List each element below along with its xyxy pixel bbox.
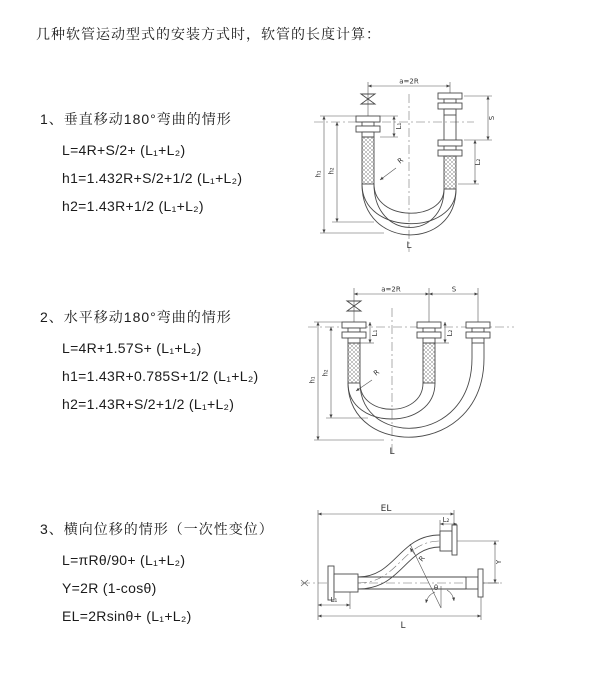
formula-line: h2=1.43R+S/2+1/2 (L₁+L₂): [62, 396, 235, 412]
dimension-label-s: S: [488, 115, 496, 121]
dimension-label-y: Y: [495, 559, 503, 565]
dimension-label-span: a=2R: [399, 77, 419, 86]
formula-line: EL=2Rsinθ+ (L₁+L₂): [62, 608, 192, 624]
dimension-label-l: L: [400, 621, 406, 631]
radius-leader: [380, 156, 405, 180]
dimension-label-l2: L₂: [474, 158, 482, 166]
section-2-heading: 2、水平移动180°弯曲的情形: [40, 309, 232, 325]
horizontal-bend-diagram: [306, 280, 598, 468]
dimension-label-s: S: [451, 285, 457, 294]
dimension-label-l: L: [406, 241, 412, 251]
dimension-label-l1: L₁: [395, 122, 403, 130]
dimension-label-theta: θ: [433, 584, 439, 592]
formula-line: h2=1.43R+1/2 (L₁+L₂): [62, 198, 204, 214]
page-title: 几种软管运动型式的安装方式时，软管的长度计算：: [36, 26, 381, 42]
dimension-label-el: EL: [380, 504, 392, 514]
dimension-label-h2: h₂: [327, 167, 336, 175]
section-3: [40, 520, 274, 630]
lateral-displacement-diagram: [298, 498, 600, 650]
formula-line: L=πRθ/90+ (L₁+L₂): [62, 552, 186, 568]
section-2: [40, 308, 259, 418]
formula-line: Y=2R (1-cosθ): [62, 580, 157, 596]
stroke-dimension: [464, 96, 496, 140]
l2-dimension: [458, 140, 482, 184]
left-hose-leg: [356, 116, 380, 184]
braided-section: [423, 343, 435, 383]
span-dimension: [354, 286, 478, 323]
section-1-heading: 1、垂直移动180°弯曲的情形: [40, 111, 232, 127]
right-hose-leg: [438, 93, 462, 189]
left-hose-leg: [342, 322, 366, 383]
length-dimension: [318, 597, 481, 631]
vertical-bend-diagram: [312, 74, 597, 261]
right-flange: [466, 569, 483, 597]
height-dimensions: [309, 322, 385, 440]
upper-flange: [440, 525, 457, 555]
formula-line: L=4R+S/2+ (L₁+L₂): [62, 142, 186, 158]
formula-line: h1=1.432R+S/2+1/2 (L₁+L₂): [62, 170, 243, 186]
dimension-label-l2: L₂: [442, 516, 450, 524]
hose-bend-curves: [348, 358, 484, 437]
braided-section: [362, 137, 374, 184]
section-3-heading: 3、横向位移的情形（一次性变位）: [40, 521, 274, 537]
middle-hose-leg: [417, 322, 441, 383]
el-dimension: [318, 504, 454, 620]
dimension-label-h1: h₁: [308, 376, 317, 384]
dimension-label-h2: h₂: [321, 369, 330, 377]
dimension-label-l1: L₁: [330, 596, 338, 604]
braided-section: [348, 343, 360, 383]
l1-dimension: [380, 116, 403, 137]
dimension-label-r: R: [417, 554, 427, 564]
angle-construction: [410, 544, 454, 608]
braided-section: [444, 156, 456, 189]
dimension-label-l1: L₁: [371, 329, 379, 337]
right-hose-leg: [466, 322, 490, 358]
section-1: [40, 110, 242, 220]
dimension-label-r: R: [372, 368, 382, 378]
dimension-label-span: a=2R: [381, 285, 401, 294]
formula-line: L=4R+1.57S+ (L₁+L₂): [62, 340, 202, 356]
dimension-label-h1: h₁: [314, 170, 323, 178]
formula-line: h1=1.43R+0.785S+1/2 (L₁+L₂): [62, 368, 259, 384]
left-flange: [328, 566, 358, 600]
dimension-label-l2: L₂: [446, 329, 454, 337]
dimension-label-r: R: [396, 156, 406, 166]
dimension-label-l: L: [389, 447, 395, 457]
